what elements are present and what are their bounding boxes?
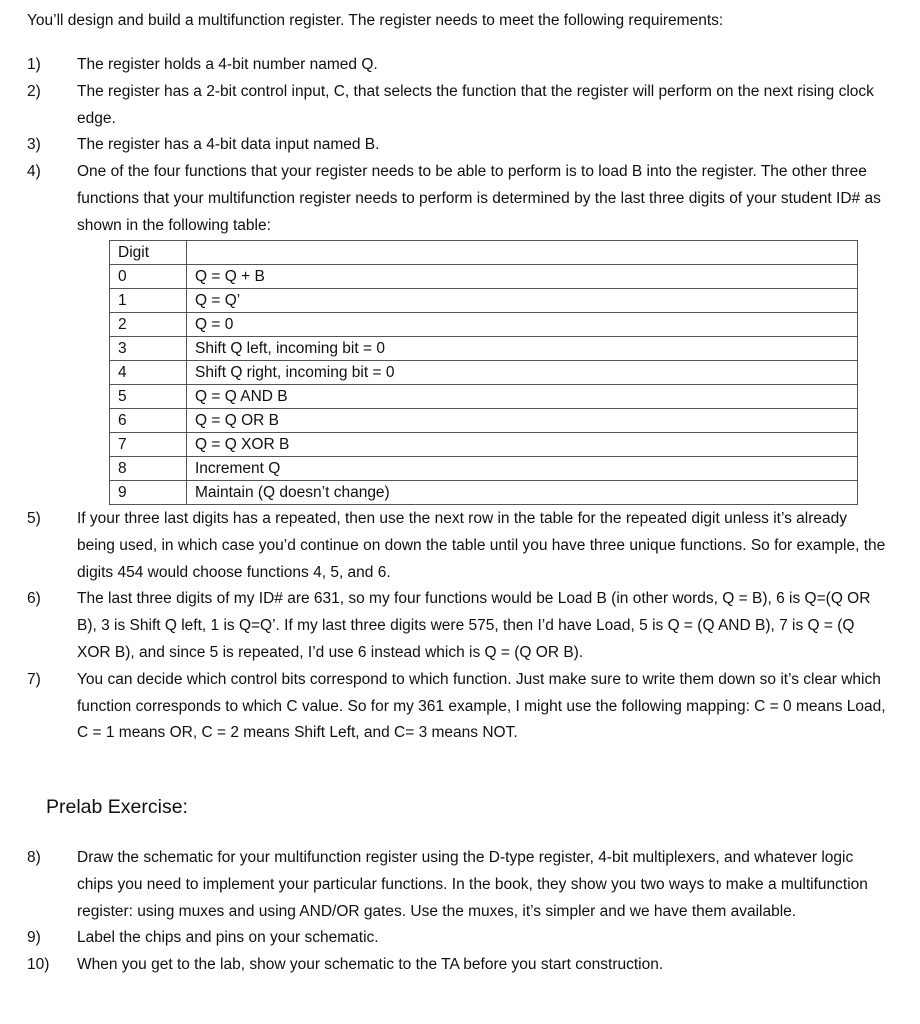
table-row bbox=[110, 457, 858, 481]
prelab-heading: Prelab Exercise: bbox=[46, 796, 188, 818]
item-text: The register holds a 4-bit number named Q. bbox=[77, 56, 378, 73]
list-item bbox=[27, 845, 887, 925]
list-item bbox=[27, 159, 887, 239]
table-row bbox=[110, 313, 858, 337]
function-cell: Shift Q left, incoming bit = 0 bbox=[187, 337, 858, 361]
table-row bbox=[110, 265, 858, 289]
function-cell: Q = Q OR B bbox=[187, 409, 858, 433]
table-row bbox=[110, 361, 858, 385]
table-header-row bbox=[110, 241, 858, 265]
list-item bbox=[27, 586, 887, 666]
function-cell: Maintain (Q doesn’t change) bbox=[187, 481, 858, 505]
digit-cell: 1 bbox=[110, 289, 187, 313]
item-number: 5) bbox=[27, 510, 41, 527]
list-item bbox=[27, 667, 887, 747]
item-text: If your three last digits has a repeated, then use the next row in the table for the repeated digit unless it’s already being used, in which case you’d continue on down the table until you have three unique functions. So for example, the digits 454 would choose functions 4, 5, and 6. bbox=[77, 510, 886, 581]
item-number: 7) bbox=[27, 670, 41, 688]
digit-cell: 9 bbox=[110, 481, 187, 505]
prelab-list bbox=[27, 845, 887, 979]
list-item bbox=[27, 506, 887, 586]
item-text: Draw the schematic for your multifunction register using the D-type register, 4-bit multiplexers, and whatever logic chips you need to implement your particular functions. In the book, they show you two ways to make a multifunction register: using muxes and using AND/OR gates. Use the muxes, it’s simpler and we have them available. bbox=[77, 849, 868, 920]
item-number: 4) bbox=[27, 163, 41, 181]
list-item bbox=[27, 132, 887, 159]
list-item bbox=[27, 952, 887, 979]
table-row bbox=[110, 385, 858, 409]
item-number: 3) bbox=[27, 136, 41, 154]
function-cell: Shift Q right, incoming bit = 0 bbox=[187, 361, 858, 385]
digit-cell: 5 bbox=[110, 385, 187, 409]
function-cell: Q = Q XOR B bbox=[187, 433, 858, 457]
item-text: One of the four functions that your register needs to be able to perform is to load B into the register. The other three functions that your multifunction register needs to perform is determined by the last three digits of your student ID# as shown in the following table: bbox=[77, 163, 881, 234]
item-text: The register has a 4-bit data input named B. bbox=[77, 136, 380, 154]
table-row bbox=[110, 433, 858, 457]
requirements-list-5-7 bbox=[27, 506, 887, 747]
function-cell: Q = Q + B bbox=[187, 265, 858, 289]
digit-cell: 8 bbox=[110, 457, 187, 481]
table-row bbox=[110, 409, 858, 433]
function-cell: Q = Q AND B bbox=[187, 385, 858, 409]
digit-cell: 6 bbox=[110, 409, 187, 433]
list-item bbox=[27, 79, 887, 133]
item-text: You can decide which control bits correspond to which function. Just make sure to write them down so it’s clear which function corresponds to which C value. So for my 361 example, I might use the following mapping: C = 0 means Load, C = 1 means OR, C = 2 means Shift Left, and C= 3 means NOT. bbox=[77, 670, 886, 742]
table-row bbox=[110, 481, 858, 505]
item-number: 9) bbox=[27, 929, 41, 947]
item-text: Label the chips and pins on your schematic. bbox=[77, 929, 379, 947]
table-row bbox=[110, 289, 858, 313]
item-number: 2) bbox=[27, 82, 41, 100]
function-cell: Q = Q’ bbox=[187, 289, 858, 313]
digit-column-header: Digit bbox=[110, 241, 187, 265]
digit-cell: 4 bbox=[110, 361, 187, 385]
function-cell: Q = 0 bbox=[187, 313, 858, 337]
requirements-list-1-4 bbox=[27, 52, 887, 240]
table-row bbox=[110, 337, 858, 361]
function-column-header bbox=[187, 241, 858, 265]
function-cell: Increment Q bbox=[187, 457, 858, 481]
item-number: 1) bbox=[27, 56, 41, 73]
digit-cell: 7 bbox=[110, 433, 187, 457]
item-number: 10) bbox=[27, 956, 50, 974]
digit-cell: 0 bbox=[110, 265, 187, 289]
list-item bbox=[27, 925, 887, 952]
item-text: The last three digits of my ID# are 631, so my four functions would be Load B (in other words, Q = B), 6 is Q=(Q OR B), 3 is Shift Q left, 1 is Q=Q’. If my last three digits were 575, then I’d have Load, 5 is Q = (Q AND B), 7 is Q = (Q XOR B), and since 5 is repeated, I’d use 6 instead which is Q = (Q OR B). bbox=[77, 590, 871, 661]
item-text: The register has a 2-bit control input, C, that selects the function that the register will perform on the next rising clock edge. bbox=[77, 82, 874, 127]
digit-function-table bbox=[109, 240, 858, 505]
item-number: 8) bbox=[27, 849, 41, 866]
digit-cell: 2 bbox=[110, 313, 187, 337]
item-number: 6) bbox=[27, 590, 41, 608]
list-item bbox=[27, 52, 887, 79]
item-text: When you get to the lab, show your schematic to the TA before you start construction. bbox=[77, 956, 664, 974]
digit-cell: 3 bbox=[110, 337, 187, 361]
intro-paragraph: You’ll design and build a multifunction register. The register needs to meet the following requirements: bbox=[27, 12, 724, 29]
